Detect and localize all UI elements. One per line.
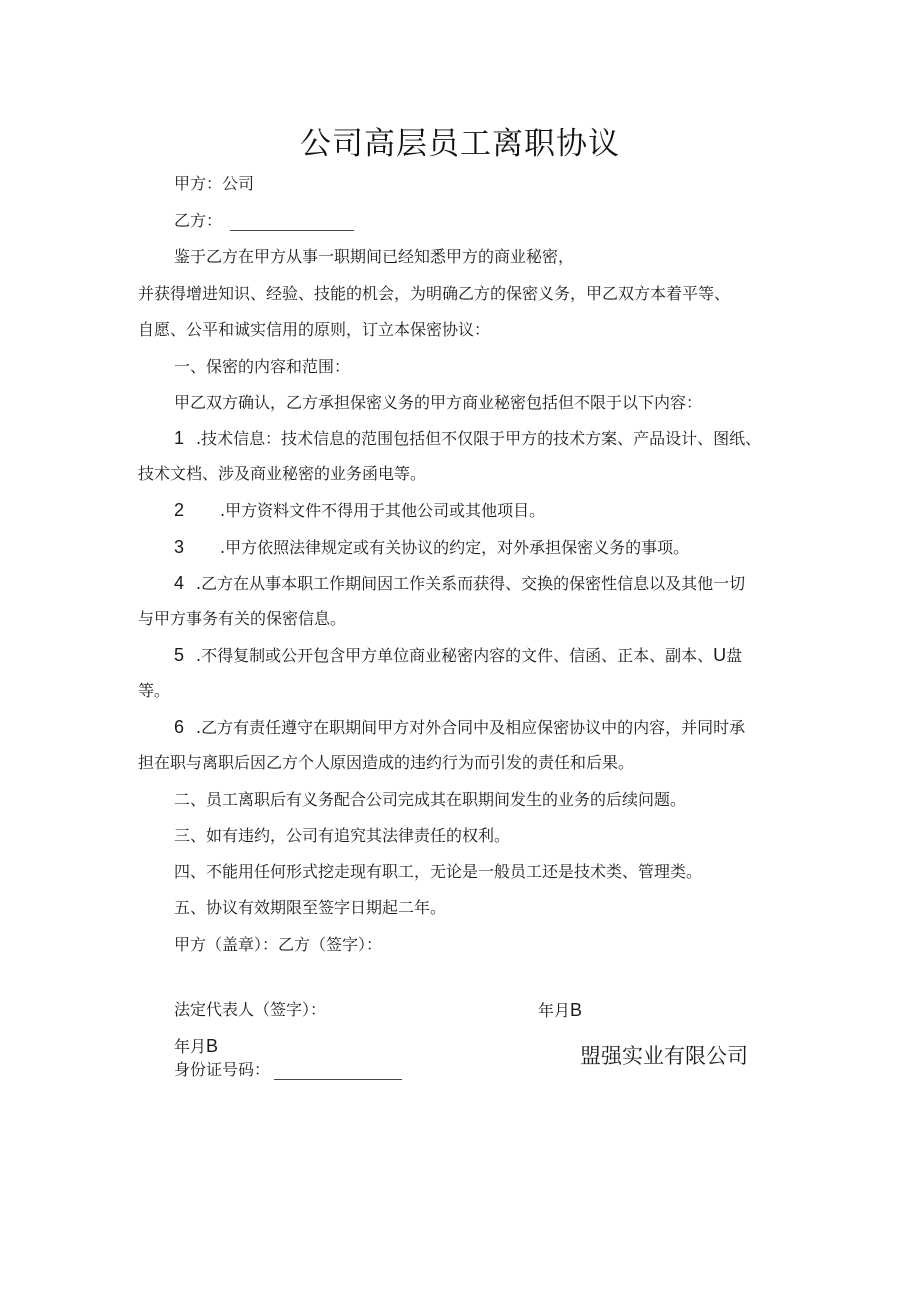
party-b-label: 乙方：: [174, 211, 223, 230]
party-a-line: 甲方：公司: [174, 174, 255, 193]
section1-heading: 一、保密的内容和范围：: [174, 357, 351, 376]
document-title: 公司高层员工离职协议: [300, 126, 620, 162]
item-text: .乙方在从事本职工作期间因工作关系而获得、交换的保密性信息以及其他一切: [196, 574, 746, 593]
section2: 二、员工离职后有义务配合公司完成其在职期间发生的业务的后续问题。: [174, 790, 687, 809]
intro-line-3: 自愿、公平和诚实信用的原则，订立本保密协议：: [138, 320, 491, 339]
item-text: .甲方依照法律规定或有关协议的约定，对外承担保密义务的事项。: [220, 538, 690, 557]
item-text: .不得复制或公开包含甲方单位商业秘密内容的文件、信函、正本、副本、: [196, 646, 714, 665]
item-latin: U: [713, 645, 727, 665]
party-b-line: [174, 211, 354, 231]
item-number: 1: [174, 428, 185, 448]
item-5: [174, 645, 742, 666]
item-4-continued: 与甲方事务有关的保密信息。: [138, 609, 347, 628]
item-tail: 盘: [726, 646, 743, 665]
date-right: [538, 1000, 582, 1021]
date-left-suffix: B: [206, 1036, 219, 1056]
item-5-continued: 等。: [138, 681, 171, 700]
date-right-prefix: 年月: [538, 1001, 571, 1020]
item-1-continued: 技术文档、涉及商业秘密的业务函电等。: [138, 464, 427, 483]
item-number: 5: [174, 645, 185, 665]
legal-rep-label: 法定代表人（签字）：: [174, 1000, 327, 1019]
item-text: .甲方资料文件不得用于其他公司或其他项目。: [220, 501, 546, 520]
item-number: 3: [174, 537, 185, 557]
item-number: 6: [174, 717, 185, 737]
item-4: [174, 573, 745, 594]
item-number: 2: [174, 500, 185, 520]
item-3: [174, 537, 689, 558]
date-left: [174, 1036, 218, 1057]
section4: 四、不能用任何形式挖走现有职工，无论是一般员工还是技术类、管理类。: [174, 862, 703, 881]
section3: 三、如有违约，公司有追究其法律责任的权利。: [174, 826, 511, 845]
signature-parties: 甲方（盖章）：乙方（签字）：: [174, 935, 383, 954]
item-text: .技术信息：技术信息的范围包括但不仅限于甲方的技术方案、产品设计、图纸、: [196, 429, 762, 448]
item-6: [174, 717, 745, 738]
company-name: 盟强实业有限公司: [580, 1044, 748, 1068]
party-b-blank: [230, 216, 354, 231]
intro-line-2: 并获得增进知识、经验、技能的机会，为明确乙方的保密义务，甲乙双方本着平等、: [138, 284, 731, 303]
section1-lead: 甲乙双方确认，乙方承担保密义务的甲方商业秘密包括但不限于以下内容：: [174, 393, 703, 412]
item-number: 4: [174, 573, 185, 593]
item-1: [174, 428, 761, 449]
item-6-continued: 担在职与离职后因乙方个人原因造成的违约行为而引发的责任和后果。: [138, 753, 635, 772]
intro-line-1: 鉴于乙方在甲方从事一职期间已经知悉甲方的商业秘密，: [174, 247, 575, 266]
id-number-line: [174, 1060, 402, 1080]
item-text: .乙方有责任遵守在职期间甲方对外合同中及相应保密协议中的内容，并同时承: [196, 718, 746, 737]
id-number-label: 身份证号码：: [174, 1060, 271, 1079]
id-number-blank: [274, 1065, 402, 1080]
item-2: [174, 500, 545, 521]
date-right-suffix: B: [570, 1000, 583, 1020]
date-left-prefix: 年月: [174, 1037, 207, 1056]
section5: 五、协议有效期限至签字日期起二年。: [174, 898, 447, 917]
